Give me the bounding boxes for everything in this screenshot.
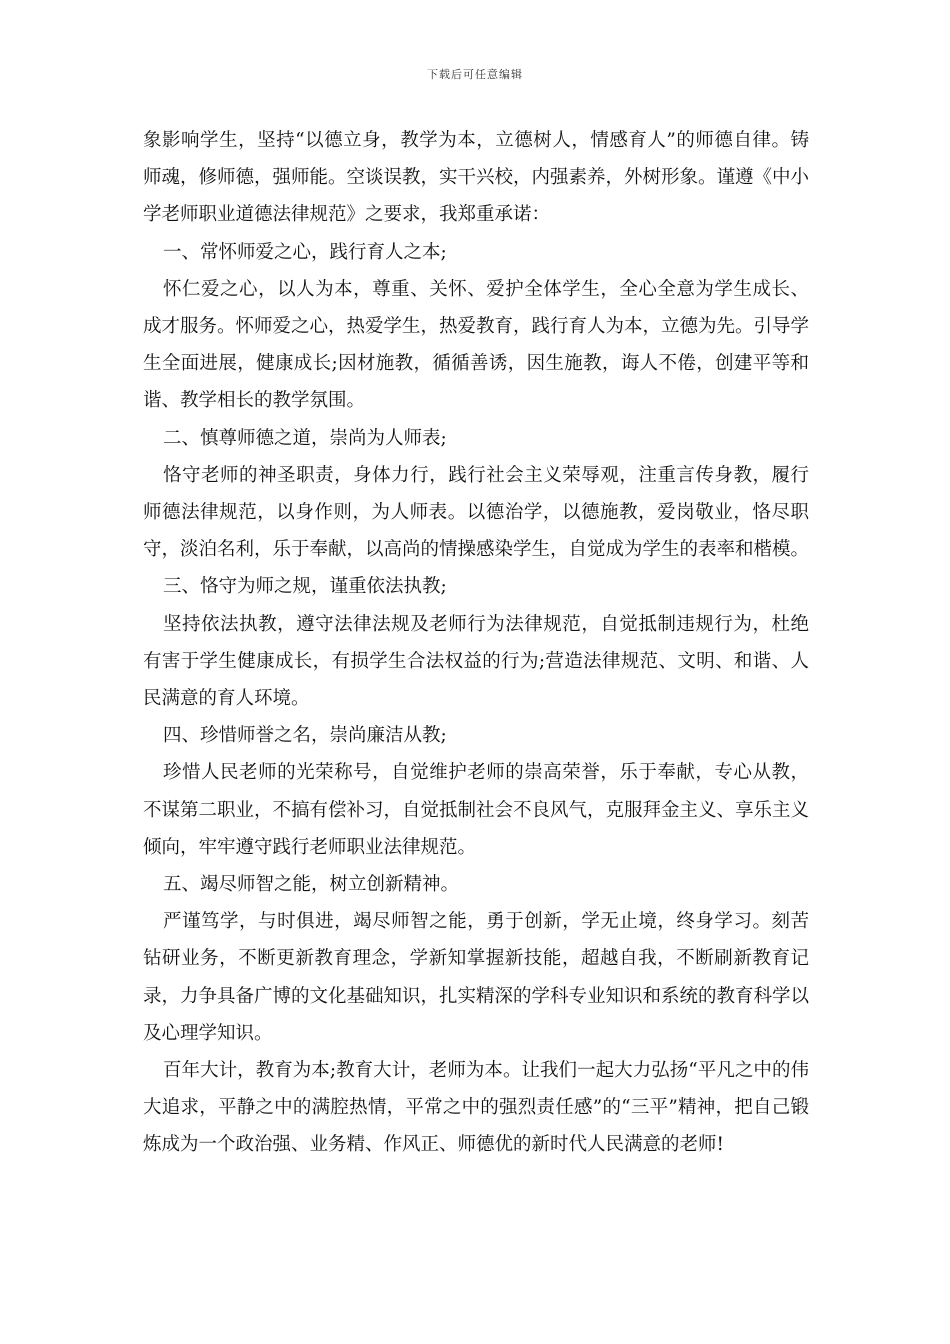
section-paragraph-5: 严谨笃学，与时俱进，竭尽师智之能，勇于创新，学无止境，终身学习。刻苦钻研业务，不断更新教育理念，学新知掌握新技能，超越自我，不断刷新教育记录，力争具备广博的文化基础知识，扎实精深的学科专业知识和系统的教育科学以及心理学知识。 (143, 911, 810, 1044)
section-heading-5: 五、竭尽师智之能，树立创新精神。 (163, 874, 460, 896)
section-heading-3: 三、恪守为师之规，谨重依法执教; (163, 576, 447, 598)
section-paragraph-1: 怀仁爱之心，以人为本，尊重、关怀、爱护全体学生，全心全意为学生成长、成才服务。怀师爱之心，热爱学生，热爱教育，践行育人为本，立德为先。引导学生全面进展，健康成长;因材施教，循循善诱，因生施教，诲人不倦，创建平等和谐、教学相长的教学氛围。 (143, 278, 810, 412)
document-body (143, 122, 809, 1164)
intro-paragraph: 象影响学生，坚持“以德立身，教学为本，立德树人，情感育人”的师德自律。铸师魂，修师德，强师能。空谈误教，实干兴校，内强素养，外树形象。谨遵《中小学老师职业道德法律规范》之要求，我郑重承诺： (143, 130, 810, 226)
section-paragraph-3: 坚持依法执教，遵守法律法规及老师行为法律规范，自觉抵制违规行为，杜绝有害于学生健康成长，有损学生合法权益的行为;营造法律规范、文明、和谐、人民满意的育人环境。 (143, 613, 809, 710)
section-heading-1: 一、常怀师爱之心，践行育人之本; (163, 241, 447, 263)
section-paragraph-2: 恪守老师的神圣职责，身体力行，践行社会主义荣辱观，注重言传身教，履行师德法律规范，以身作则，为人师表。以德治学，以德施教，爱岗敬业，恪尽职守，淡泊名利，乐于奉献，以高尚的情操感染学生，自觉成为学生的表率和楷模。 (143, 464, 810, 561)
page-header: 下载后可任意编辑 (427, 68, 523, 81)
section-heading-4: 四、珍惜师誉之名，崇尚廉洁从教; (163, 725, 447, 747)
closing-paragraph: 百年大计，教育为本;教育大计，老师为本。让我们一起大力弘扬“平凡之中的伟大追求，平静之中的满腔热情，平常之中的强烈责任感”的“三平”精神，把自己锻炼成为一个政治强、业务精、作风正、师德优的新时代人民满意的老师! (143, 1060, 809, 1156)
section-heading-2: 二、慎尊师德之道，崇尚为人师表; (163, 427, 447, 449)
section-paragraph-4: 珍惜人民老师的光荣称号，自觉维护老师的崇高荣誉，乐于奉献，专心从教，不谋第二职业，不搞有偿补习，自觉抵制社会不良风气，克服拜金主义、享乐主义倾向，牢牢遵守践行老师职业法律规范。 (143, 762, 810, 858)
